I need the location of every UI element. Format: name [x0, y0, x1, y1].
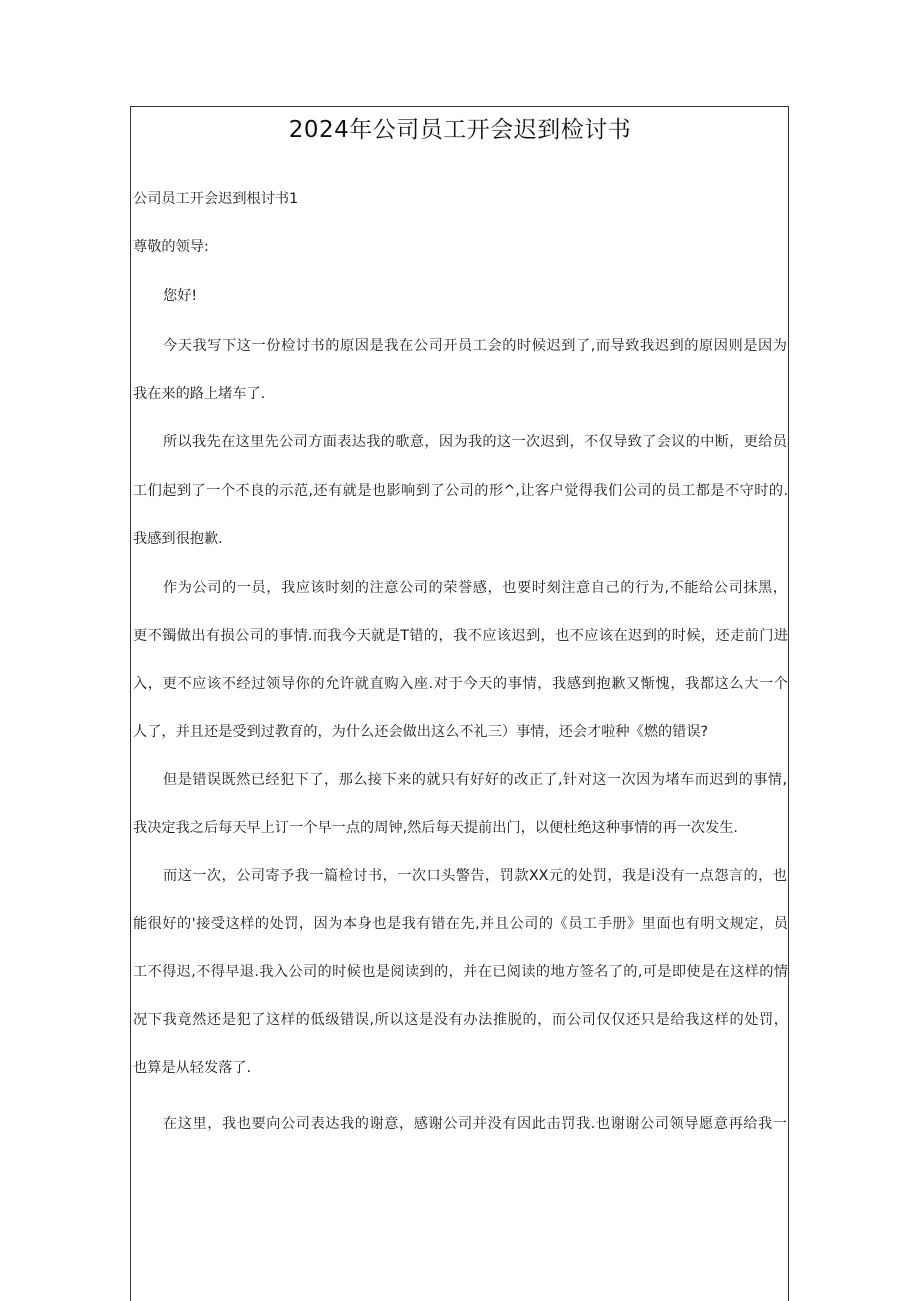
greeting: 您好! — [163, 288, 198, 304]
paragraph-line: 更不镯做出有损公司的事情.而我今天就是T错的，我不应该迟到，也不应该在迟到的时候，还走前门进 — [133, 628, 788, 644]
paragraph-line: 我感到很抱歉. — [133, 531, 223, 547]
paragraph-line: 人了，并且还是受到过教育的，为什么还会做出这么不礼三）事情，还会才啦种《燃的错误? — [133, 724, 709, 740]
paragraph-line: 我在来的路上堵车了. — [133, 386, 266, 402]
salutation: 尊敬的领导: — [133, 239, 209, 255]
paragraph-line: 工们起到了一个不良的示范,还有就是也影响到了公司的形^,让客户觉得我们公司的员工都是不守时的. — [133, 483, 788, 499]
paragraph-line: 也算是从轻发落了. — [133, 1060, 252, 1076]
document-title: 2024年公司员工开会迟到检讨书 — [288, 117, 632, 143]
paragraph-line: 入，更不应该不经过领导你的允许就直购入座.对于今天的事情，我感到抱歉又惭愧，我都这么大一个 — [133, 676, 788, 692]
paragraph-line: 能很好的'接受这样的处罚，因为本身也是我有错在先,并且公司的《员工手册》里面也有明文规定，员 — [133, 916, 788, 932]
section-heading: 公司员工开会迟到根讨书1 — [133, 191, 299, 207]
paragraph-line: 我决定我之后每天早上订一个早一点的周钟,然后每天提前出门，以便杜绝这种事情的再一次发生. — [133, 820, 738, 836]
paragraph-line: 在这里，我也要向公司表达我的谢意，感谢公司并没有因此击罚我.也谢谢公司领导愿意再给我一 — [163, 1116, 787, 1132]
paragraph-line: 但是错误既然已经犯下了，那么接下来的就只有好好的改正了,针对这一次因为堵车而迟到的事情, — [163, 772, 787, 788]
paragraph-line: 作为公司的一员，我应该时刻的注意公司的荣誉感，也要时刻注意自己的行为,不能给公司抹黑， — [163, 580, 787, 596]
paragraph-line: 所以我先在这里先公司方面表达我的歌意，因为我的这一次迟到，不仅导致了会议的中断，更给员 — [163, 434, 787, 450]
paragraph-line: 工不得迟,不得早退.我入公司的时候也是阅读到的，并在已阅读的地方签名了的,可是即使是在这样的情 — [133, 964, 788, 980]
paragraph-line: 况下我竟然还是犯了这样的低级错误,所以这是没有办法推脱的，而公司仅仅还只是给我这样的处罚， — [133, 1012, 788, 1028]
paragraph-line: 而这一次，公司寄予我一篇检讨书，一次口头警告，罚款XX元的处罚，我是i没有一点怨言的，也 — [163, 868, 787, 884]
paragraph-line: 今天我写下这一份检讨书的原因是我在公司开员工会的时候迟到了,而导致我迟到的原因则是因为 — [163, 338, 787, 354]
